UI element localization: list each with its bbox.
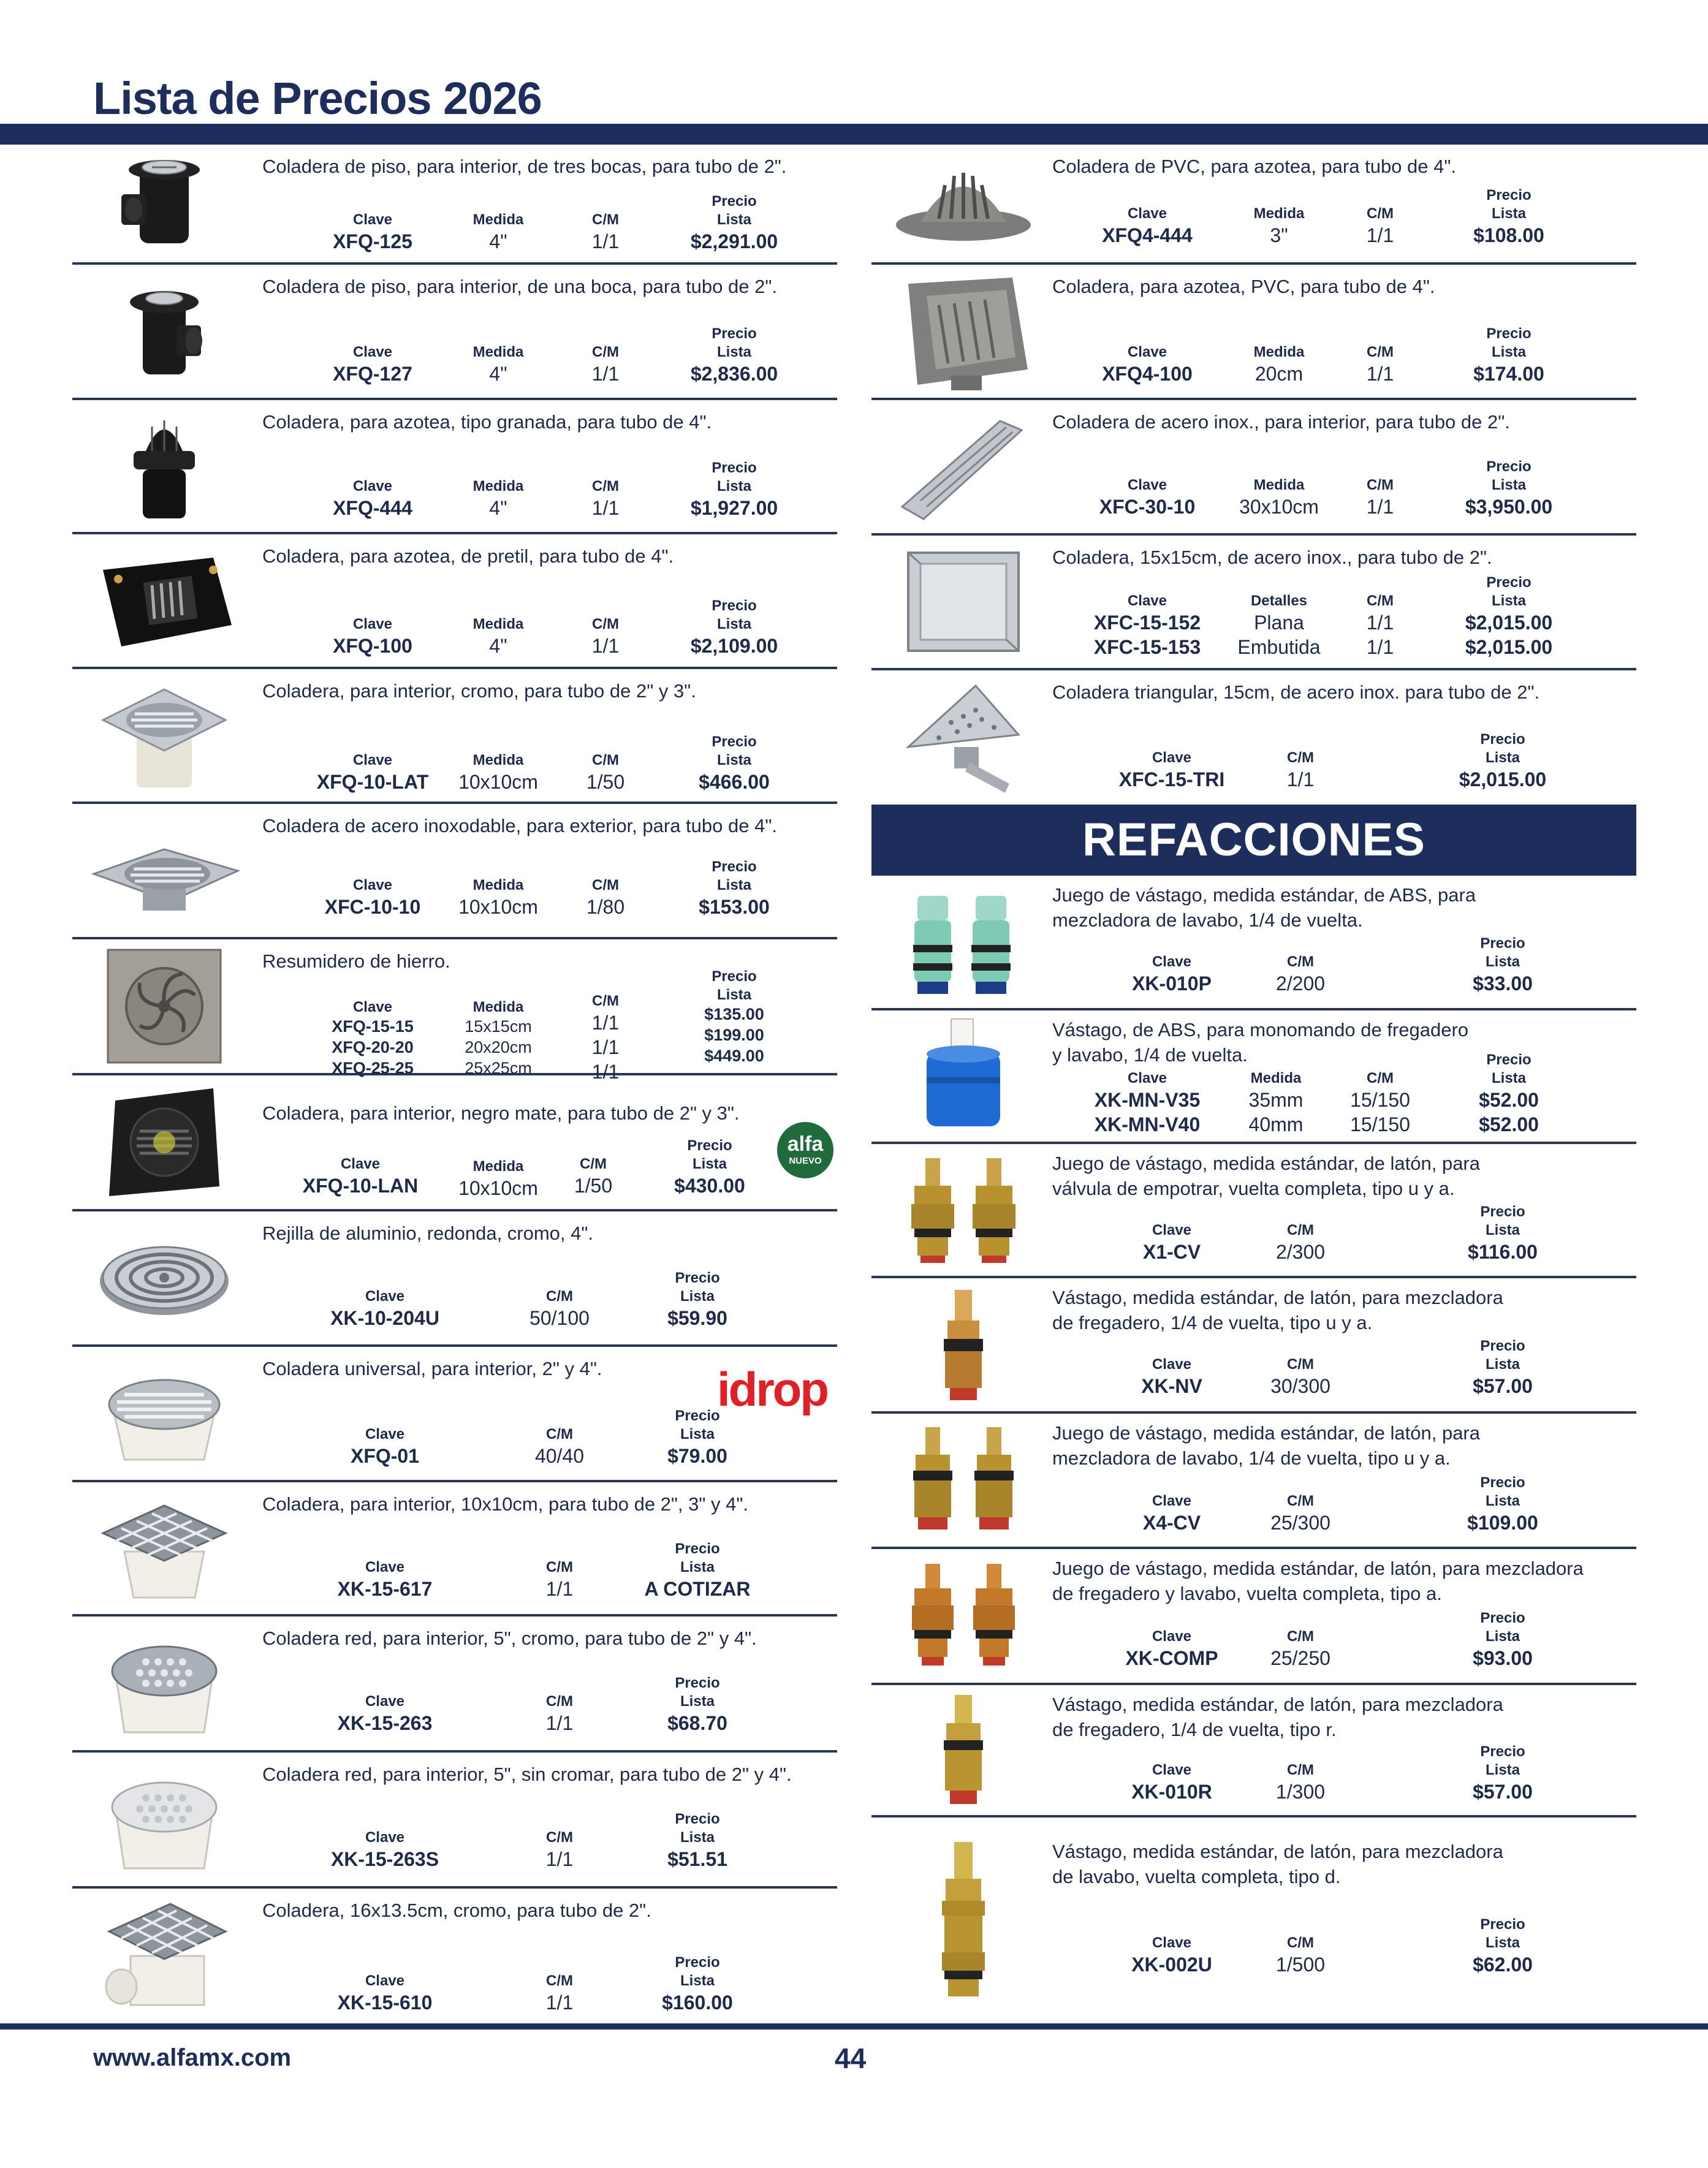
product-image [871,145,1055,262]
product-entry [72,1347,837,1482]
price-column: Precio Lista $160.00 [662,1954,733,2014]
product-image [72,1347,256,1480]
cm-column: C/M 1/1 [591,211,620,252]
cm-column: C/M 1/1 1/1 [1366,593,1394,658]
clave-column: Clave XFQ-125 [333,211,412,252]
clave-column: Clave XFQ-01 [350,1426,420,1467]
product-entry [72,1889,837,2021]
product-description: Coladera, para azotea, PVC, para tubo de 4". [1052,276,1435,297]
product-description: Juego de vástago, medida estándar, de latón, para mezcladora de fregadero y lavabo, vuelta completa, tipo a. [1052,1558,1584,1604]
clave-column: Clave XFC-15-152 XFC-15-153 [1093,593,1201,658]
medida-column: Medida 4" [473,211,524,252]
product-description: Coladera de piso, para interior, de tres bocas, para tubo de 2". [262,156,787,177]
medida-column: Medida 4" [473,344,524,385]
clave-column: Clave XK-10-204U [330,1288,439,1329]
product-image [871,670,1055,805]
price-column: Precio Lista $430.00 [674,1137,745,1197]
product-image [871,536,1055,668]
price-column: Precio Lista $2,291.00 [690,193,778,252]
product-entry [72,145,837,265]
product-entry [72,939,837,1083]
clave-column: Clave XFC-30-10 [1099,477,1196,518]
product-entry [72,1075,837,1211]
product-image [871,1414,1055,1547]
product-entry [871,145,1636,265]
section-banner-refacciones: REFACCIONES [871,805,1636,876]
price-column: Precio Lista $109.00 [1467,1474,1538,1534]
price-column: Precio Lista $59.90 [667,1270,727,1329]
medida-column: Medida 10x10cm [458,877,538,918]
idrop-logo: idrop [717,1362,827,1416]
product-entry [72,1211,837,1347]
price-column: Precio Lista $466.00 [699,733,770,793]
clave-column: Clave X1-CV [1142,1222,1201,1263]
medida-column: Medida 3" [1253,205,1305,246]
price-column: Precio Lista $2,109.00 [690,597,778,657]
right-column [871,145,1636,2020]
price-column: Precio Lista $2,836.00 [690,325,778,385]
clave-column: Clave XK-15-610 [337,1973,433,2014]
product-image [871,1549,1055,1683]
product-image [871,1817,1055,2020]
cm-column: C/M 1/500 [1275,1935,1326,1976]
product-entry [871,1278,1636,1414]
price-column: Precio Lista $174.00 [1473,325,1544,385]
cm-column: C/M 1/1 [1286,749,1315,790]
cm-column: C/M 1/1 [591,478,620,519]
medida-column: Medida 15x15cm 20x20cm 25x25cm [465,999,532,1077]
cm-column: C/M 1/1 [1366,477,1394,518]
medida-column: Medida 20cm [1253,344,1305,385]
page-title: Lista de Precios 2026 [93,73,542,124]
new-badge: alfa NUEVO [777,1122,833,1178]
price-column: Precio Lista $62.00 [1473,1916,1533,1976]
cm-column: C/M 25/300 [1270,1493,1330,1534]
product-image [72,400,256,532]
cm-column: C/M 1/1 [545,1559,574,1600]
clave-column: Clave XK-010R [1131,1762,1212,1803]
cm-column: C/M 1/1 [545,1829,574,1870]
clave-column: Clave XFQ-127 [333,344,412,385]
product-entry [871,876,1636,1010]
medida-column: Medida 4" [473,616,524,657]
header-band [0,124,1708,145]
product-image [72,1482,256,1614]
cm-column: C/M 1/50 [574,1156,613,1197]
product-description: Coladera triangular, 15cm, de acero inox. para tubo de 2". [1052,681,1540,703]
cm-column: C/M 2/200 [1275,953,1326,995]
product-entry [72,1617,837,1753]
cm-column: C/M 1/1 [1366,344,1394,385]
price-column: Precio Lista $52.00 $52.00 [1479,1052,1539,1135]
medida-column: Medida 35mm 40mm [1248,1070,1304,1135]
product-image [72,265,256,398]
price-column: Precio Lista A COTIZAR [644,1541,751,1600]
product-description: Coladera, para interior, cromo, para tubo de 2" y 3". [262,680,696,702]
clave-column: Clave XK-002U [1131,1935,1212,1976]
product-image [72,669,256,802]
medida-column: Medida 4" [473,478,524,519]
product-entry [871,536,1636,670]
footer-website-link[interactable]: www.alfamx.com [93,2044,292,2071]
product-entry [72,669,837,804]
product-image [871,400,1055,533]
clave-column: Clave XFQ4-444 [1102,205,1193,246]
cm-column: C/M 50/100 [529,1288,590,1329]
product-entry [871,1685,1636,1817]
clave-column: Clave XFQ4-100 [1102,344,1193,385]
clave-column: Clave XK-MN-V35 XK-MN-V40 [1094,1070,1201,1135]
cm-column: C/M 1/1 [545,1973,574,2014]
left-column [72,145,837,2021]
product-description: Coladera red, para interior, 5", cromo, para tubo de 2" y 4". [262,1628,757,1649]
price-column: Precio Lista $57.00 [1473,1743,1533,1803]
clave-column: Clave XK-COMP [1125,1628,1218,1669]
product-description: Juego de vástago, medida estándar, de latón, para mezcladora de lavabo, 1/4 de vuelta, tipo u y a. [1052,1422,1480,1469]
clave-column: Clave XFC-15-TRI [1118,749,1225,790]
price-column: Precio Lista $2,015.00 [1459,731,1547,790]
page-number: 44 [835,2042,867,2074]
clave-column: Clave XFQ-444 [333,478,412,519]
medida-column: Medida 10x10cm [458,1158,538,1199]
price-column: Precio Lista $57.00 [1473,1338,1533,1397]
cm-column: C/M 30/300 [1270,1356,1330,1397]
clave-column: Clave XK-15-617 [337,1559,433,1600]
product-description: Coladera de piso, para interior, de una boca, para tubo de 2". [262,276,777,297]
cm-column: C/M 1/1 [591,616,620,657]
price-column: Precio Lista $51.51 [667,1811,727,1870]
product-description: Coladera, para interior, 10x10cm, para tubo de 2", 3" y 4". [262,1493,748,1515]
product-description: Vástago, medida estándar, de latón, para mezcladora de fregadero, 1/4 de vuelta, tipo r. [1052,1694,1503,1740]
footer-band [0,2023,1708,2030]
clave-column: Clave X4-CV [1142,1493,1201,1534]
cm-column: C/M 2/300 [1275,1222,1326,1263]
product-entry [871,1144,1636,1278]
clave-column: Clave XFQ-100 [333,616,412,657]
cm-column: C/M 15/150 15/150 [1350,1070,1410,1135]
product-image [72,804,256,937]
product-entry [871,1414,1636,1549]
detalles-column: Detalles Plana Embutida [1237,593,1321,658]
product-image [871,876,1055,1008]
product-description: Coladera de PVC, para azotea, para tubo de 4". [1052,156,1456,177]
product-image [72,145,256,262]
clave-column: Clave XFQ-10-LAN [302,1156,419,1197]
medida-column: Medida 10x10cm [458,752,538,793]
price-column: Precio Lista $93.00 [1473,1610,1533,1669]
clave-column: Clave XK-15-263 [337,1693,433,1734]
medida-column: Medida 30x10cm [1239,477,1319,518]
product-entry [72,804,837,939]
product-image [871,1010,1055,1142]
price-column: Precio Lista $2,015.00 $2,015.00 [1465,574,1553,658]
clave-column: Clave XK-010P [1132,953,1212,995]
price-column: Precio Lista $68.70 [667,1675,727,1734]
product-image [72,1075,256,1209]
cm-column: C/M 40/40 [534,1426,585,1467]
product-description: Coladera, para interior, negro mate, para tubo de 2" y 3". [262,1102,740,1124]
price-column: Precio Lista $3,950.00 [1465,458,1553,518]
clave-column: Clave XK-15-263S [330,1829,439,1870]
product-description: Rejilla de aluminio, redonda, cromo, 4". [262,1222,594,1244]
product-image [72,1889,256,2021]
product-entry [72,265,837,400]
cm-column: C/M 1/50 [586,752,625,793]
product-entry [871,1010,1636,1144]
price-column: Precio Lista $33.00 [1473,935,1533,995]
product-entry [72,400,837,534]
price-column: Precio Lista $116.00 [1468,1203,1538,1263]
cm-column: C/M 1/80 [586,877,625,918]
product-description: Coladera, 15x15cm, de acero inox., para tubo de 2". [1052,547,1492,568]
clave-column: Clave XFC-10-10 [324,877,421,918]
price-column: Precio Lista $135.00 $199.00 $449.00 [704,968,764,1065]
product-entry [871,400,1636,536]
product-entry [72,1482,837,1617]
product-entry [72,1753,837,1889]
product-entry [871,1549,1636,1685]
price-column: Precio Lista $1,927.00 [690,460,778,519]
product-description: Resumidero de hierro. [262,950,450,972]
cm-column: C/M 1/300 [1275,1762,1326,1803]
product-image [72,939,256,1073]
product-image [72,1617,256,1750]
product-description: Vástago, de ABS, para monomando de fregadero y lavabo, 1/4 de vuelta. [1052,1019,1469,1066]
clave-column: Clave XFQ-15-15 XFQ-20-20 XFQ-25-25 [332,999,414,1077]
clave-column: Clave XFQ-10-LAT [316,752,429,793]
product-description: Coladera, para azotea, tipo granada, para tubo de 4". [262,411,712,433]
product-entry [871,265,1636,400]
product-description: Coladera red, para interior, 5", sin cromar, para tubo de 2" y 4". [262,1764,792,1785]
product-image [871,1278,1055,1411]
product-description: Coladera universal, para interior, 2" y 4". [262,1358,602,1379]
product-description: Coladera, para azotea, de pretil, para tubo de 4". [262,545,674,567]
price-column: Precio Lista $79.00 [667,1408,727,1467]
product-image [72,1753,256,1886]
product-entry [72,534,837,669]
cm-column: C/M 1/1 [591,344,620,385]
product-image [871,1685,1055,1815]
cm-column: C/M 1/1 [545,1693,574,1734]
product-entry [871,670,1636,805]
product-description: Vástago, medida estándar, de latón, para mezcladora de fregadero, 1/4 de vuelta, tipo u y a. [1052,1287,1503,1333]
product-description: Juego de vástago, medida estándar, de ABS, para mezcladora de lavabo, 1/4 de vuelta. [1052,884,1476,931]
product-description: Coladera, 16x13.5cm, cromo, para tubo de 2". [262,1900,651,1921]
product-description: Vástago, medida estándar, de latón, para mezcladora de lavabo, vuelta completa, tipo d. [1052,1841,1503,1887]
price-column: Precio Lista $153.00 [699,858,770,918]
cm-column: C/M 1/1 [1366,205,1394,246]
cm-column: C/M 25/250 [1270,1628,1330,1669]
product-image [871,265,1055,398]
price-column: Precio Lista $108.00 [1473,187,1544,246]
product-image [72,1211,256,1344]
product-description: Coladera de acero inox., para interior, para tubo de 2". [1052,411,1510,433]
product-description: Coladera de acero inoxodable, para exterior, para tubo de 4". [262,815,777,836]
product-entry [871,1817,1636,2020]
product-description: Juego de vástago, medida estándar, de latón, para válvula de empotrar, vuelta completa, tipo u y a. [1052,1153,1480,1199]
cm-column: C/M 1/1 1/1 1/1 [591,993,620,1083]
product-image [871,1144,1055,1276]
clave-column: Clave XK-NV [1141,1356,1202,1397]
product-image [72,534,256,667]
